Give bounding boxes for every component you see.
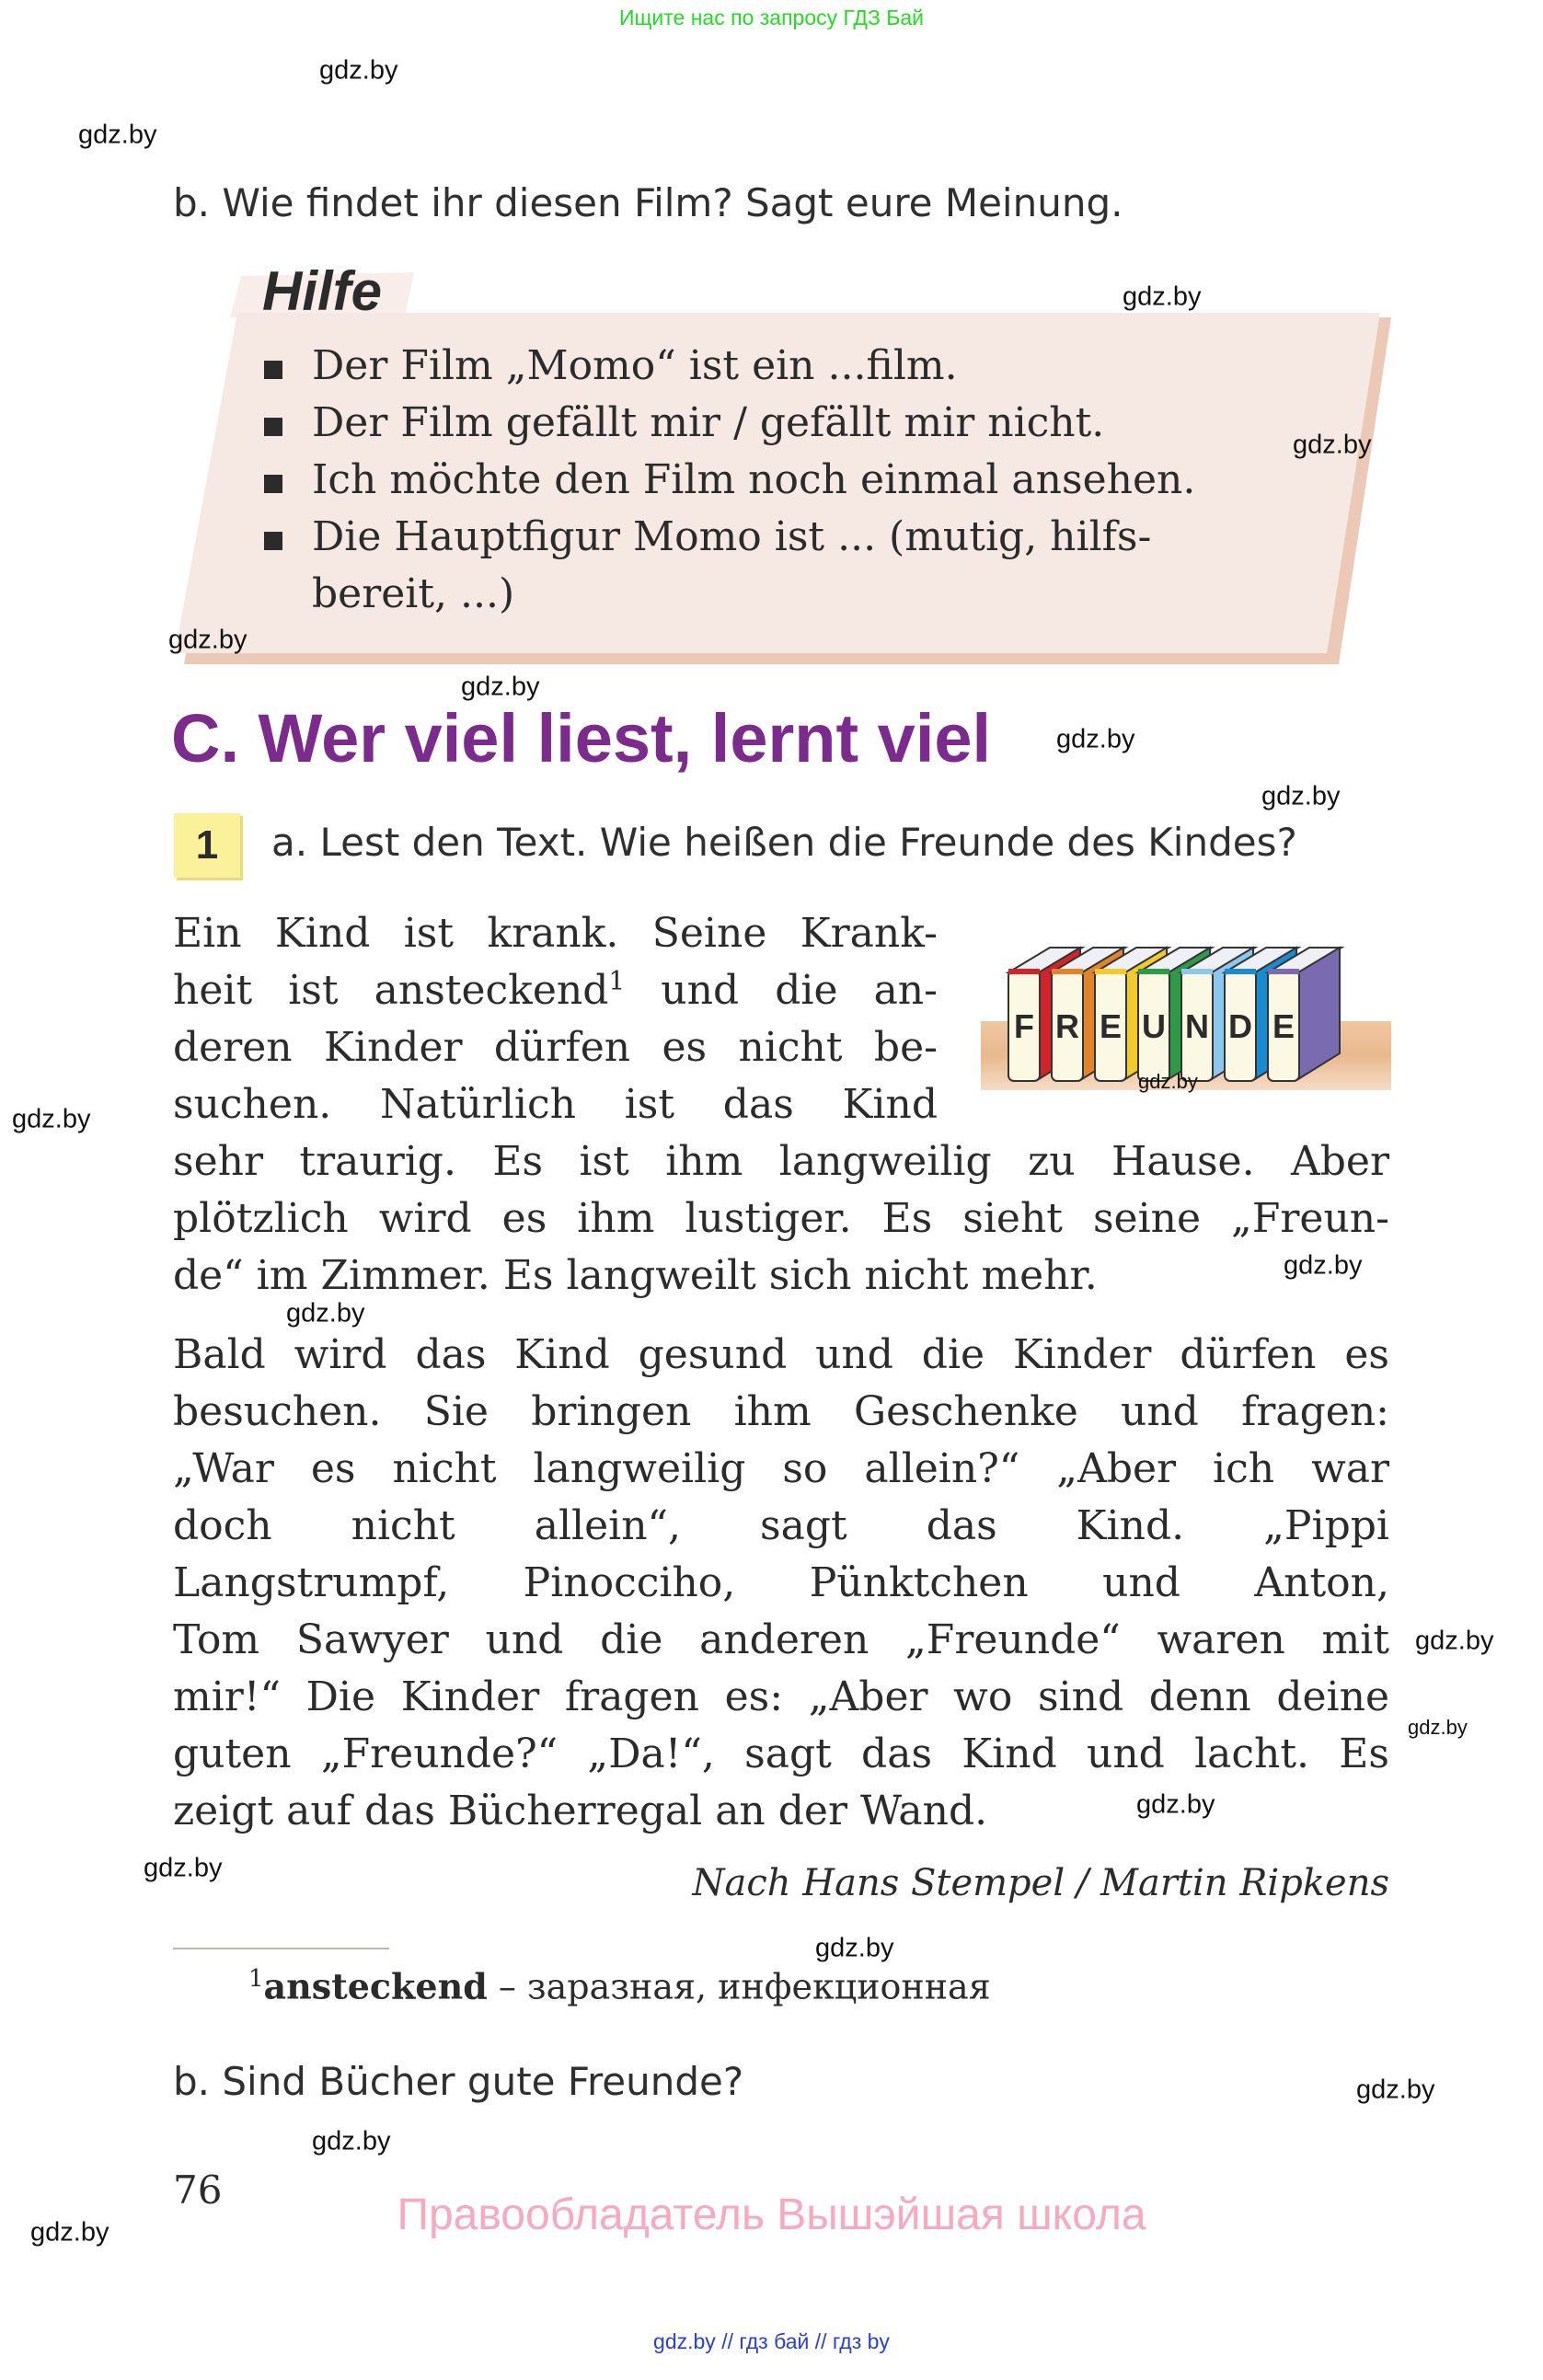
text-line: Ein Kind ist krank. Seine Krank- bbox=[173, 910, 938, 957]
book-letter: U bbox=[1142, 1007, 1166, 1045]
watermark: gdz.by bbox=[78, 120, 157, 150]
hilfe-phrase: Die Hauptfigur Momo ist ... (mutig, hilfs- bbox=[312, 513, 1152, 560]
author-attribution: Nach Hans Stempel / Martin Ripkens bbox=[692, 1862, 1389, 1904]
watermark: gdz.by bbox=[1408, 1716, 1468, 1739]
search-hint-banner: Ищите нас по запросу ГДЗ Бай bbox=[618, 6, 925, 29]
watermark: gdz.by bbox=[312, 2126, 391, 2156]
watermark: gdz.by bbox=[1056, 724, 1135, 754]
text-line bbox=[173, 963, 938, 1018]
text-line: Tom Sawyer und die anderen „Freunde“ waren mit bbox=[173, 1616, 1389, 1663]
watermark: gdz.by bbox=[286, 1298, 365, 1328]
text-line: Bald wird das Kind gesund und die Kinder dürfen es bbox=[173, 1331, 1389, 1378]
text-line: guten „Freunde?“ „Da!“, sagt das Kind und lacht. Es bbox=[173, 1730, 1389, 1777]
exercise-number-badge: 1 bbox=[174, 813, 240, 878]
watermark: gdz.by bbox=[1284, 1250, 1363, 1281]
footnote bbox=[248, 1965, 991, 2007]
bullet-icon bbox=[264, 361, 282, 379]
freunde-books-illustration bbox=[981, 915, 1391, 1093]
bottom-site-links[interactable]: gdz.by // гдз бай // гдз by bbox=[653, 2329, 890, 2353]
text-line: besuchen. Sie bringen ihm Geschenke und fragen: bbox=[173, 1388, 1389, 1435]
bullet-icon bbox=[264, 418, 282, 436]
watermark: gdz.by bbox=[1123, 282, 1202, 312]
text-line: Langstrumpf, Pinocciho, Pünktchen und Anton, bbox=[173, 1559, 1389, 1606]
text-line: „War es nicht langweilig so allein?“ „Aber ich war bbox=[173, 1445, 1389, 1492]
footnote-mark: 1 bbox=[248, 1965, 264, 1993]
text-line: doch nicht allein“, sagt das Kind. „Pippi bbox=[173, 1502, 1389, 1549]
task-b-books-friends: b. Sind Bücher gute Freunde? bbox=[173, 2059, 744, 2104]
footnote-divider bbox=[173, 1948, 389, 1949]
hilfe-phrase: bereit, ...) bbox=[312, 570, 515, 617]
text-fragment: und die an- bbox=[625, 967, 938, 1014]
watermark: gdz.by bbox=[319, 55, 398, 86]
watermark: gdz.by bbox=[1136, 1789, 1215, 1820]
text-line: mir!“ Die Kinder fragen es: „Aber wo sind denn deine bbox=[173, 1673, 1389, 1720]
text-line: deren Kinder dürfen es nicht be- bbox=[173, 1024, 938, 1071]
watermark: gdz.by bbox=[1138, 1070, 1198, 1093]
footnote-translation: – заразная, инфекционная bbox=[487, 1966, 991, 2007]
task-a-read-text: a. Lest den Text. Wie heißen die Freunde des Kindes? bbox=[271, 820, 1297, 865]
book-letter: F bbox=[1014, 1007, 1034, 1045]
text-line: plötzlich wird es ihm lustiger. Es sieht seine „Freun- bbox=[173, 1195, 1389, 1242]
hilfe-title: Hilfe bbox=[262, 260, 383, 322]
footnote-reference: 1 bbox=[608, 965, 626, 996]
book-letter: E bbox=[1272, 1007, 1295, 1045]
section-heading: C. Wer viel liest, lernt viel bbox=[171, 700, 992, 776]
hilfe-phrase: Ich möchte den Film noch einmal ansehen. bbox=[312, 456, 1196, 503]
watermark: gdz.by bbox=[1415, 1626, 1494, 1656]
watermark: gdz.by bbox=[12, 1104, 91, 1134]
page-number: 76 bbox=[173, 2167, 223, 2213]
bullet-icon bbox=[264, 532, 282, 550]
book-letter: E bbox=[1099, 1007, 1123, 1045]
text-line: zeigt auf das Bücherregal an der Wand. bbox=[173, 1788, 988, 1834]
hilfe-phrase: Der Film gefällt mir / gefällt mir nicht. bbox=[312, 399, 1105, 446]
watermark: gdz.by bbox=[1261, 781, 1341, 811]
watermark: gdz.by bbox=[461, 672, 540, 702]
book-letter: D bbox=[1228, 1007, 1252, 1045]
hilfe-phrase: Der Film „Momo“ ist ein ...film. bbox=[312, 342, 958, 389]
text-line: suchen. Natürlich ist das Kind bbox=[173, 1081, 938, 1128]
task-b-film-opinion: b. Wie findet ihr diesen Film? Sagt eure Meinung. bbox=[173, 180, 1123, 225]
watermark: gdz.by bbox=[144, 1853, 223, 1883]
watermark: gdz.by bbox=[1356, 2075, 1435, 2105]
watermark: gdz.by bbox=[30, 2217, 109, 2248]
watermark: gdz.by bbox=[168, 625, 248, 655]
footnote-term: ansteckend bbox=[263, 1965, 488, 2007]
watermark: gdz.by bbox=[815, 1933, 894, 1963]
bullet-icon bbox=[264, 475, 282, 493]
text-fragment: heit ist ansteckend bbox=[173, 967, 609, 1014]
copyright-notice: Правообладатель Вышэйшая школа bbox=[397, 2190, 1146, 2239]
text-line: de“ im Zimmer. Es langweilt sich nicht mehr. bbox=[173, 1252, 1098, 1299]
book-letter: N bbox=[1185, 1007, 1209, 1045]
watermark: gdz.by bbox=[1293, 430, 1372, 460]
text-line: sehr traurig. Es ist ihm langweilig zu Hause. Aber bbox=[173, 1138, 1389, 1185]
book-letter: R bbox=[1055, 1007, 1079, 1045]
